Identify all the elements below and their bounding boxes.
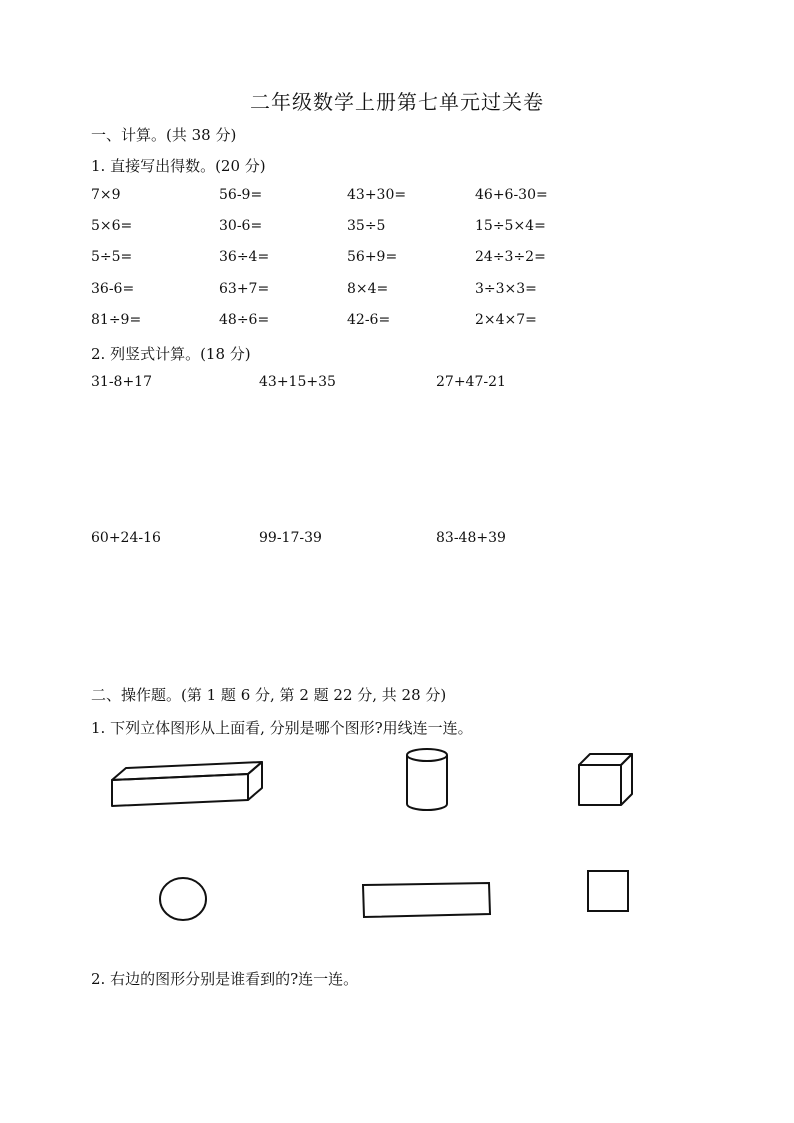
cuboid-icon (108, 758, 268, 810)
calc-item: 3÷3×3= (475, 281, 537, 297)
calc-item: 15÷5×4= (475, 218, 546, 234)
s2-q1-heading: 1. 下列立体图形从上面看, 分别是哪个图形?用线连一连。 (91, 719, 473, 737)
calc-item: 36÷4= (219, 249, 270, 265)
calc-item: 5÷5= (91, 249, 133, 265)
circle-icon (157, 875, 209, 923)
calc-item: 43+30= (347, 187, 407, 203)
vertical-calc-item: 83-48+39 (436, 530, 506, 546)
calc-item: 2×4×7= (475, 312, 537, 328)
vertical-calc-item: 31-8+17 (91, 374, 152, 390)
calc-item: 81÷9= (91, 312, 142, 328)
vertical-calc-item: 99-17-39 (259, 530, 322, 546)
section2-heading: 二、操作题。(第 1 题 6 分, 第 2 题 22 分, 共 28 分) (91, 686, 447, 704)
q2-heading: 2. 列竖式计算。(18 分) (91, 345, 251, 363)
calc-item: 56-9= (219, 187, 263, 203)
calc-item: 42-6= (347, 312, 391, 328)
calc-item: 35÷5 (347, 218, 386, 234)
cube-icon (576, 750, 636, 808)
calc-item: 56+9= (347, 249, 398, 265)
calc-item: 7×9 (91, 187, 121, 203)
square-icon (586, 869, 630, 913)
vertical-calc-item: 27+47-21 (436, 374, 506, 390)
calc-item: 30-6= (219, 218, 263, 234)
calc-item: 36-6= (91, 281, 135, 297)
calc-item: 5×6= (91, 218, 133, 234)
q1-heading: 1. 直接写出得数。(20 分) (91, 157, 266, 175)
rectangle-icon (361, 881, 492, 919)
calc-item: 48÷6= (219, 312, 270, 328)
vertical-calc-item: 60+24-16 (91, 530, 161, 546)
section1-heading: 一、计算。(共 38 分) (91, 126, 237, 144)
vertical-calc-item: 43+15+35 (259, 374, 336, 390)
s2-q2-heading: 2. 右边的图形分别是谁看到的?连一连。 (91, 970, 359, 988)
calc-item: 24÷3÷2= (475, 249, 546, 265)
page-title: 二年级数学上册第七单元过关卷 (250, 90, 544, 114)
cylinder-icon (403, 746, 451, 814)
calc-item: 46+6-30= (475, 187, 548, 203)
calc-item: 8×4= (347, 281, 389, 297)
calc-item: 63+7= (219, 281, 270, 297)
